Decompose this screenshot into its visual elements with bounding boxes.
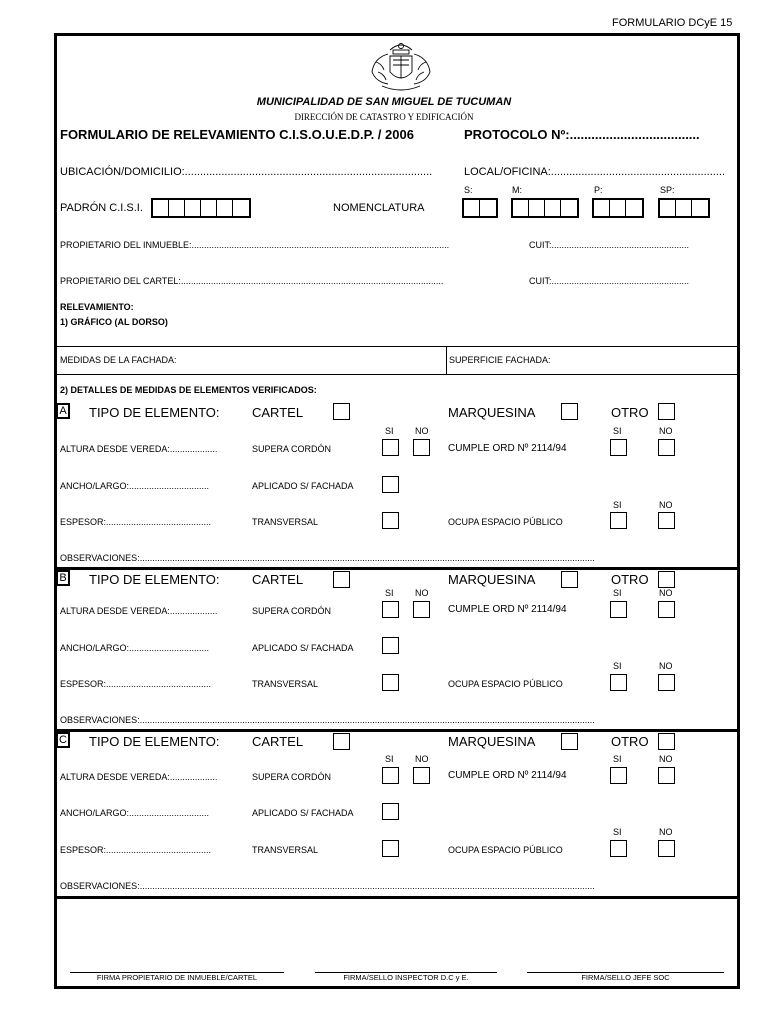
transversal-label: TRANSVERSAL xyxy=(252,845,319,855)
s-label: S: xyxy=(464,185,473,195)
aplicado-label: APLICADO S/ FACHADA xyxy=(252,808,354,818)
cumple-no-checkbox[interactable] xyxy=(658,767,675,784)
propietario-cartel-field[interactable]: PROPIETARIO DEL CARTEL:......................................................................................................... xyxy=(60,276,444,286)
p-label: P: xyxy=(594,185,603,195)
divider xyxy=(446,346,447,374)
ubicacion-field[interactable]: UBICACIÓN/DOMICILIO:................................................................................. xyxy=(60,166,433,178)
no-label: NO xyxy=(415,588,429,598)
ocupa-label: OCUPA ESPACIO PÚBLICO xyxy=(448,845,563,855)
sp-cells[interactable] xyxy=(658,198,710,218)
cumple-si-checkbox[interactable] xyxy=(610,439,627,456)
altura-field[interactable]: ALTURA DESDE VEREDA:................... xyxy=(60,444,218,454)
si-label: SI xyxy=(613,426,622,436)
m-label: M: xyxy=(512,185,522,195)
cumple-no-checkbox[interactable] xyxy=(658,601,675,618)
direction-title: DIRECCIÓN DE CATASTRO Y EDIFICACIÓN xyxy=(294,112,474,122)
cuit-inmueble-field[interactable]: CUIT:....................................................... xyxy=(529,240,690,250)
cartel-checkbox[interactable] xyxy=(333,733,350,750)
section-letter: A xyxy=(56,403,70,419)
municipality-title: MUNICIPALIDAD DE SAN MIGUEL DE TUCUMAN xyxy=(256,96,512,108)
marquesina-label: MARQUESINA xyxy=(448,405,536,420)
supera-no-checkbox[interactable] xyxy=(413,439,430,456)
otro-label: OTRO xyxy=(611,405,649,420)
superficie-fachada-field[interactable]: SUPERFICIE FACHADA: xyxy=(449,355,551,365)
aplicado-checkbox[interactable] xyxy=(382,803,399,820)
tipo-label: TIPO DE ELEMENTO: xyxy=(89,405,220,420)
ancho-field[interactable]: ANCHO/LARGO:................................ xyxy=(60,643,210,653)
tipo-label: TIPO DE ELEMENTO: xyxy=(89,572,220,587)
marquesina-checkbox[interactable] xyxy=(561,403,578,420)
cumple-si-checkbox[interactable] xyxy=(610,767,627,784)
aplicado-label: APLICADO S/ FACHADA xyxy=(252,481,354,491)
otro-checkbox[interactable] xyxy=(658,733,675,750)
no-label: NO xyxy=(659,588,673,598)
supera-no-checkbox[interactable] xyxy=(413,601,430,618)
ocupa-label: OCUPA ESPACIO PÚBLICO xyxy=(448,679,563,689)
signature-owner-label: FIRMA PROPIETARIO DE INMUEBLE/CARTEL xyxy=(96,973,258,982)
ocupa-si-checkbox[interactable] xyxy=(610,512,627,529)
si-label: SI xyxy=(385,426,394,436)
transversal-checkbox[interactable] xyxy=(382,674,399,691)
section-letter: B xyxy=(56,570,70,586)
supera-si-checkbox[interactable] xyxy=(382,439,399,456)
s-cells[interactable] xyxy=(462,198,498,218)
marquesina-checkbox[interactable] xyxy=(561,571,578,588)
no-label: NO xyxy=(659,426,673,436)
altura-field[interactable]: ALTURA DESDE VEREDA:................... xyxy=(60,606,218,616)
altura-field[interactable]: ALTURA DESDE VEREDA:................... xyxy=(60,772,218,782)
ancho-field[interactable]: ANCHO/LARGO:................................ xyxy=(60,481,210,491)
ocupa-no-checkbox[interactable] xyxy=(658,674,675,691)
transversal-checkbox[interactable] xyxy=(382,840,399,857)
form-title: FORMULARIO DE RELEVAMIENTO C.I.S.O.U.E.D.P. / 2006 xyxy=(60,127,414,142)
nomenclatura-label: NOMENCLATURA xyxy=(333,202,425,214)
ocupa-si-checkbox[interactable] xyxy=(610,840,627,857)
si-label: SI xyxy=(613,754,622,764)
no-label: NO xyxy=(659,500,673,510)
no-label: NO xyxy=(415,426,429,436)
supera-label: SUPERA CORDÓN xyxy=(252,606,332,616)
cartel-label: CARTEL xyxy=(252,572,304,587)
protocol-field[interactable]: PROTOCOLO Nº:.................................... xyxy=(464,127,700,142)
padron-label: PADRÓN C.I.S.I. xyxy=(60,202,143,214)
ocupa-no-checkbox[interactable] xyxy=(658,512,675,529)
cartel-label: CARTEL xyxy=(252,734,304,749)
si-label: SI xyxy=(613,500,622,510)
form-code: FORMULARIO DCyE 15 xyxy=(612,17,733,29)
supera-si-checkbox[interactable] xyxy=(382,601,399,618)
ancho-field[interactable]: ANCHO/LARGO:................................ xyxy=(60,808,210,818)
cumple-si-checkbox[interactable] xyxy=(610,601,627,618)
transversal-checkbox[interactable] xyxy=(382,512,399,529)
section-divider xyxy=(56,567,740,570)
si-label: SI xyxy=(613,827,622,837)
section-letter: C xyxy=(56,732,70,748)
espesor-field[interactable]: ESPESOR:.......................................... xyxy=(60,845,212,855)
observaciones-field[interactable]: OBSERVACIONES:...................................................................................................................................................................................... xyxy=(60,715,595,725)
marquesina-label: MARQUESINA xyxy=(448,572,536,587)
si-label: SI xyxy=(385,754,394,764)
si-label: SI xyxy=(385,588,394,598)
sp-label: SP: xyxy=(660,185,675,195)
si-label: SI xyxy=(613,661,622,671)
aplicado-label: APLICADO S/ FACHADA xyxy=(252,643,354,653)
supera-label: SUPERA CORDÓN xyxy=(252,444,332,454)
no-label: NO xyxy=(659,754,673,764)
detalles-heading: 2) DETALLES DE MEDIDAS DE ELEMENTOS VERIFICADOS: xyxy=(60,385,317,395)
otro-label: OTRO xyxy=(611,734,649,749)
signature-chief-label: FIRMA/SELLO JEFE SOC xyxy=(581,973,670,982)
padron-cells[interactable] xyxy=(151,198,251,218)
observaciones-field[interactable]: OBSERVACIONES:...................................................................................................................................................................................... xyxy=(60,881,595,891)
section-divider xyxy=(56,896,740,899)
supera-no-checkbox[interactable] xyxy=(413,767,430,784)
medidas-fachada-field[interactable]: MEDIDAS DE LA FACHADA: xyxy=(60,355,177,365)
transversal-label: TRANSVERSAL xyxy=(252,679,319,689)
si-label: SI xyxy=(613,588,622,598)
no-label: NO xyxy=(415,754,429,764)
p-cells[interactable] xyxy=(592,198,644,218)
section-divider xyxy=(56,729,740,732)
observaciones-field[interactable]: OBSERVACIONES:...................................................................................................................................................................................... xyxy=(60,553,595,563)
otro-checkbox[interactable] xyxy=(658,403,675,420)
cuit-cartel-field[interactable]: CUIT:....................................................... xyxy=(529,276,690,286)
aplicado-checkbox[interactable] xyxy=(382,637,399,654)
propietario-inmueble-field[interactable]: PROPIETARIO DEL INMUEBLE:....................................................................................................... xyxy=(60,240,450,250)
espesor-field[interactable]: ESPESOR:.......................................... xyxy=(60,517,212,527)
supera-label: SUPERA CORDÓN xyxy=(252,772,332,782)
marquesina-checkbox[interactable] xyxy=(561,733,578,750)
cartel-checkbox[interactable] xyxy=(333,571,350,588)
grafico-heading: 1) GRÁFICO (AL DORSO) xyxy=(60,317,168,327)
ocupa-no-checkbox[interactable] xyxy=(658,840,675,857)
transversal-label: TRANSVERSAL xyxy=(252,517,319,527)
cumple-label: CUMPLE ORD Nº 2114/94 xyxy=(448,604,567,615)
cumple-label: CUMPLE ORD Nº 2114/94 xyxy=(448,770,567,781)
divider xyxy=(56,374,740,375)
supera-si-checkbox[interactable] xyxy=(382,767,399,784)
aplicado-checkbox[interactable] xyxy=(382,476,399,493)
otro-label: OTRO xyxy=(611,572,649,587)
m-cells[interactable] xyxy=(511,198,579,218)
signature-inspector-label: FIRMA/SELLO INSPECTOR D.C y E. xyxy=(343,973,469,982)
cumple-no-checkbox[interactable] xyxy=(658,439,675,456)
cartel-checkbox[interactable] xyxy=(333,403,350,420)
tipo-label: TIPO DE ELEMENTO: xyxy=(89,734,220,749)
ocupa-label: OCUPA ESPACIO PÚBLICO xyxy=(448,517,563,527)
divider xyxy=(56,346,740,347)
coat-of-arms-icon xyxy=(366,38,436,94)
relevamiento-heading: RELEVAMIENTO: xyxy=(60,302,134,312)
local-field[interactable]: LOCAL/OFICINA:......................................................... xyxy=(464,166,725,178)
no-label: NO xyxy=(659,661,673,671)
marquesina-label: MARQUESINA xyxy=(448,734,536,749)
espesor-field[interactable]: ESPESOR:.......................................... xyxy=(60,679,212,689)
ocupa-si-checkbox[interactable] xyxy=(610,674,627,691)
cumple-label: CUMPLE ORD Nº 2114/94 xyxy=(448,443,567,454)
otro-checkbox[interactable] xyxy=(658,571,675,588)
cartel-label: CARTEL xyxy=(252,405,304,420)
no-label: NO xyxy=(659,827,673,837)
